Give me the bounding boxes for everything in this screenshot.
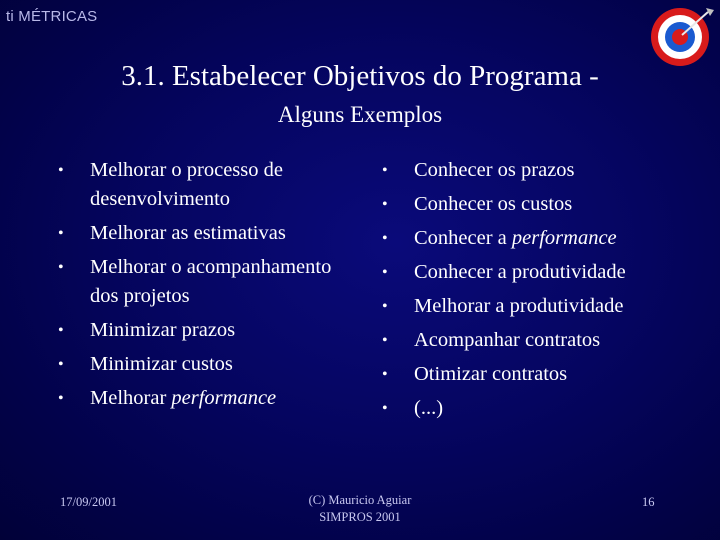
list-item-text: Conhecer os custos xyxy=(414,193,573,215)
bullet-icon: • xyxy=(58,356,64,373)
list-item xyxy=(52,156,342,214)
left-bullet-list xyxy=(52,156,342,418)
list-item xyxy=(376,292,696,321)
bullet-icon: • xyxy=(58,162,64,179)
list-item-text: Melhorar o processo de desenvolvimento xyxy=(90,159,283,210)
bullet-icon: • xyxy=(382,400,388,417)
list-item-text: Melhorar as estimativas xyxy=(90,222,286,244)
list-item xyxy=(376,326,696,355)
list-item-text: Conhecer a xyxy=(414,227,512,249)
list-item-text: Otimizar contratos xyxy=(414,363,568,385)
list-item-text: Conhecer a produtividade xyxy=(414,261,626,283)
bullet-icon: • xyxy=(58,259,64,276)
list-item-text: Melhorar xyxy=(90,387,172,409)
bullet-icon: • xyxy=(382,162,388,179)
list-item-text: Acompanhar contratos xyxy=(414,329,601,351)
list-item-text: (...) xyxy=(414,397,444,419)
list-item-text: Melhorar o acompanhamento dos projetos xyxy=(90,256,332,307)
list-item-text: Melhorar a produtividade xyxy=(414,295,624,317)
brand-label: ti MÉTRICAS xyxy=(6,8,98,25)
list-item xyxy=(376,360,696,389)
list-item-italic: performance xyxy=(171,387,277,409)
list-item xyxy=(52,316,342,345)
bullet-icon: • xyxy=(382,332,388,349)
bullet-icon: • xyxy=(58,322,64,339)
bullet-icon: • xyxy=(382,196,388,213)
bullet-icon: • xyxy=(382,230,388,247)
footer-credit-line2: SIMPROS 2001 xyxy=(319,510,401,524)
list-item-text: Minimizar prazos xyxy=(90,319,236,341)
slide-title: 3.1. Estabelecer Objetivos do Programa - xyxy=(121,60,599,92)
right-bullet-list xyxy=(376,156,696,428)
bullet-icon: • xyxy=(58,390,64,407)
footer-date: 17/09/2001 xyxy=(60,495,117,509)
list-item xyxy=(52,350,342,379)
list-item-text: Minimizar custos xyxy=(90,353,233,375)
list-item xyxy=(376,258,696,287)
page-number: 16 xyxy=(642,495,655,509)
bullet-icon: • xyxy=(58,225,64,242)
list-item xyxy=(376,190,696,219)
list-item xyxy=(376,224,696,253)
list-item-italic: performance xyxy=(511,227,617,249)
footer-credit xyxy=(260,492,460,526)
list-item-text: Conhecer os prazos xyxy=(414,159,575,181)
list-item xyxy=(52,253,342,311)
list-item xyxy=(376,156,696,185)
bullet-icon: • xyxy=(382,366,388,383)
list-item xyxy=(52,219,342,248)
footer-credit-line1: (C) Mauricio Aguiar xyxy=(308,493,412,507)
list-item xyxy=(52,384,342,413)
bullet-icon: • xyxy=(382,264,388,281)
slide-subtitle: Alguns Exemplos xyxy=(277,102,443,127)
bullet-icon: • xyxy=(382,298,388,315)
list-item xyxy=(376,394,696,423)
